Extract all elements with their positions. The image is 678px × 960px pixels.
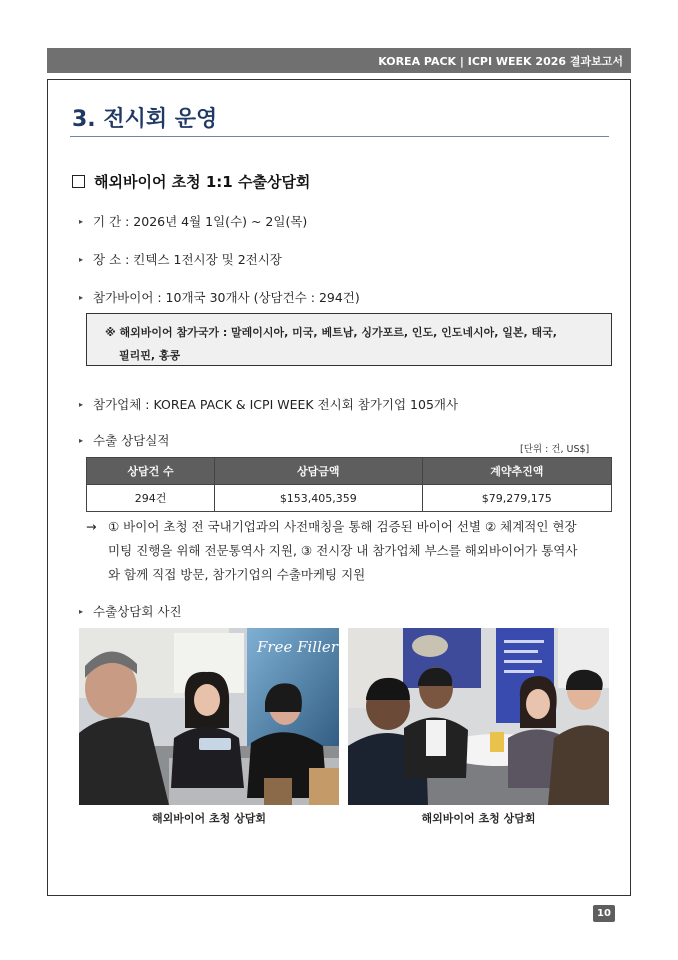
bullet-icon: ▸ (79, 606, 84, 616)
note-box (86, 313, 612, 366)
bullet-icon: ▸ (79, 399, 84, 409)
support-line-3: 와 함께 직접 방문, 참가기업의 수출마케팅 지원 (108, 567, 366, 582)
table-row (87, 485, 612, 512)
bullet-results-text: 수출 상담실적 (93, 433, 170, 448)
photo-meeting-1-image (79, 628, 339, 805)
photo-caption-2: 해외바이어 초청 상담회 (421, 812, 536, 825)
checkbox-icon (72, 175, 85, 188)
bullet-photos-text: 수출상담회 사진 (93, 604, 182, 619)
table-header-row (87, 458, 612, 485)
bullet-icon: ▸ (79, 254, 84, 264)
section-title: 3. 전시회 운영 (72, 107, 218, 132)
photo-sign-text: Free Filler (257, 638, 338, 656)
bullet-companies-text: 참가업체 : KOREA PACK & ICPI WEEK 전시회 참가기업 105개사 (93, 397, 459, 412)
photo-caption-1: 해외바이어 초청 상담회 (152, 812, 266, 825)
table-header-amount: 상담금액 (215, 458, 423, 485)
bullet-photos (79, 602, 182, 620)
table-cell-amount: $153,405,359 (215, 485, 423, 512)
bullet-icon: ▸ (79, 435, 84, 445)
table-cell-contract: $79,279,175 (422, 485, 611, 512)
arrow-icon: → (86, 519, 97, 534)
bullet-icon: ▸ (79, 292, 84, 302)
bullet-icon: ▸ (79, 216, 84, 226)
table-header-count: 상담건 수 (87, 458, 215, 485)
table-cell-count: 294건 (87, 485, 215, 512)
bullet-venue (79, 250, 282, 268)
bullet-venue-text: 장 소 : 킨텍스 1전시장 및 2전시장 (93, 252, 282, 267)
photo-meeting-2-image (348, 628, 609, 805)
results-table (86, 457, 612, 512)
support-line-1: ① 바이어 초청 전 국내기업과의 사전매칭을 통해 검증된 바이어 선별 ② 체계적인 현장 (108, 519, 577, 534)
photo-meeting-2 (348, 628, 609, 805)
note-line-1: ※ 해외바이어 참가국가 : 말레이시아, 미국, 베트남, 싱가포르, 인도, 인도네시아, 일본, 태국, (105, 326, 557, 339)
table-unit: [단위 : 건, US$] (520, 444, 590, 455)
bullet-results (79, 431, 169, 449)
bullet-companies (79, 395, 458, 413)
note-line-2: 필리핀, 홍콩 (119, 349, 181, 362)
title-divider (70, 136, 609, 137)
photo-meeting-1 (79, 628, 339, 805)
support-description (86, 515, 614, 587)
bullet-buyers (79, 288, 360, 306)
table-header-contract: 계약추진액 (422, 458, 611, 485)
bullet-period (79, 212, 307, 230)
subsection-heading (72, 171, 310, 192)
page-number: 10 (593, 905, 615, 922)
support-line-2: 미팅 진행을 위해 전문통역사 지원, ③ 전시장 내 참가업체 부스를 해외바이어가 통역사 (108, 543, 578, 558)
bullet-period-text: 기 간 : 2026년 4월 1일(수) ~ 2일(목) (93, 214, 308, 229)
subsection-title: 해외바이어 초청 1:1 수출상담회 (94, 173, 311, 191)
bullet-buyers-text: 참가바이어 : 10개국 30개사 (상담건수 : 294건) (93, 290, 360, 305)
header-title: KOREA PACK | ICPI WEEK 2026 결과보고서 (378, 54, 623, 68)
report-header (47, 48, 631, 73)
